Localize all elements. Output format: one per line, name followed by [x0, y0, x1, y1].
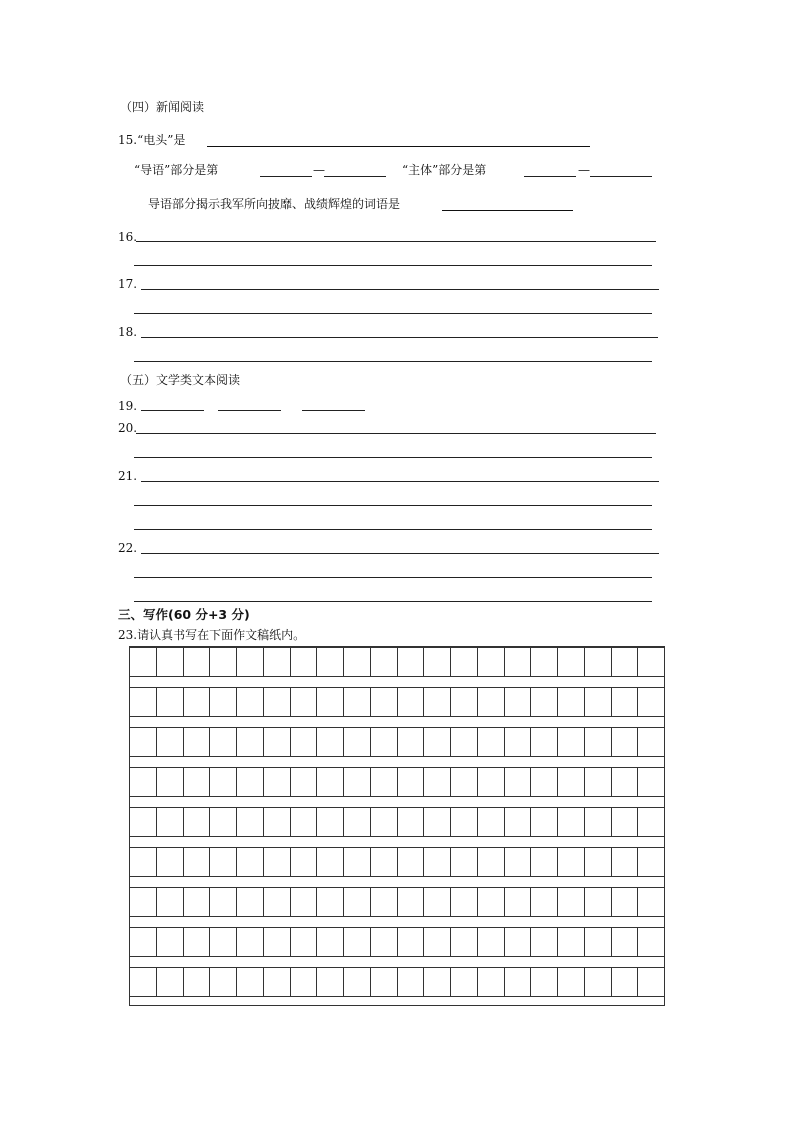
grid-cell[interactable] — [237, 848, 264, 876]
grid-cell[interactable] — [237, 648, 264, 676]
q22-answer-line-1[interactable] — [141, 553, 659, 554]
grid-cell[interactable] — [585, 648, 612, 676]
grid-cell[interactable] — [424, 888, 451, 916]
q22-answer-line-3[interactable] — [134, 601, 652, 602]
grid-cell[interactable] — [585, 688, 612, 716]
q16-answer-line-2[interactable] — [134, 265, 652, 266]
grid-cell[interactable] — [585, 768, 612, 796]
grid-cell[interactable] — [398, 648, 425, 676]
grid-cell[interactable] — [371, 928, 398, 956]
grid-cell[interactable] — [638, 968, 664, 996]
grid-cell[interactable] — [210, 848, 237, 876]
grid-cell[interactable] — [371, 968, 398, 996]
grid-cell[interactable] — [317, 648, 344, 676]
grid-cell[interactable] — [157, 728, 184, 756]
grid-cell[interactable] — [451, 808, 478, 836]
grid-cell[interactable] — [638, 728, 664, 756]
grid-cell[interactable] — [531, 928, 558, 956]
grid-cell[interactable] — [157, 648, 184, 676]
grid-row — [130, 687, 664, 717]
q15-number: 15. — [118, 133, 138, 147]
grid-cell[interactable] — [398, 888, 425, 916]
grid-cell[interactable] — [585, 888, 612, 916]
grid-cell[interactable] — [531, 768, 558, 796]
grid-cell[interactable] — [505, 728, 532, 756]
grid-cell[interactable] — [264, 968, 291, 996]
q18-answer-line-1[interactable] — [141, 337, 658, 338]
grid-cell[interactable] — [344, 968, 371, 996]
q15-dianjtou-label: “电头”是 — [137, 133, 186, 147]
q15-lead-dash: — — [313, 163, 325, 177]
grid-cell[interactable] — [157, 808, 184, 836]
grid-cell[interactable] — [317, 888, 344, 916]
grid-cell[interactable] — [184, 848, 211, 876]
grid-cell[interactable] — [451, 728, 478, 756]
grid-cell[interactable] — [424, 968, 451, 996]
grid-cell[interactable] — [585, 728, 612, 756]
grid-cell[interactable] — [210, 728, 237, 756]
grid-cell[interactable] — [451, 888, 478, 916]
grid-cell[interactable] — [612, 968, 639, 996]
grid-cell[interactable] — [505, 688, 532, 716]
grid-row — [130, 847, 664, 877]
grid-cell[interactable] — [505, 648, 532, 676]
grid-cell[interactable] — [264, 688, 291, 716]
grid-cell[interactable] — [210, 808, 237, 836]
grid-cell[interactable] — [344, 728, 371, 756]
grid-cell[interactable] — [638, 848, 664, 876]
grid-cell[interactable] — [612, 928, 639, 956]
q20-answer-line-2[interactable] — [134, 457, 652, 458]
q22-number: 22. — [118, 541, 138, 555]
grid-cell[interactable] — [264, 808, 291, 836]
grid-cell[interactable] — [291, 808, 318, 836]
grid-cell[interactable] — [531, 648, 558, 676]
section-news-heading: （四）新闻阅读 — [120, 100, 205, 114]
grid-cell[interactable] — [317, 968, 344, 996]
grid-cell[interactable] — [157, 968, 184, 996]
grid-cell[interactable] — [558, 808, 585, 836]
grid-cell[interactable] — [638, 768, 664, 796]
grid-cell[interactable] — [371, 768, 398, 796]
grid-cell[interactable] — [317, 768, 344, 796]
grid-cell[interactable] — [130, 888, 157, 916]
grid-cell[interactable] — [291, 928, 318, 956]
grid-cell[interactable] — [638, 928, 664, 956]
grid-cell[interactable] — [505, 968, 532, 996]
q21-answer-line-2[interactable] — [134, 505, 652, 506]
grid-cell[interactable] — [344, 888, 371, 916]
grid-cell[interactable] — [612, 648, 639, 676]
grid-cell[interactable] — [317, 728, 344, 756]
grid-cell[interactable] — [612, 848, 639, 876]
q16-number: 16. — [118, 230, 138, 244]
grid-cell[interactable] — [398, 928, 425, 956]
grid-cell[interactable] — [478, 968, 505, 996]
q15-dianjtou-blank[interactable] — [207, 146, 590, 147]
grid-cell[interactable] — [478, 808, 505, 836]
grid-cell[interactable] — [264, 888, 291, 916]
grid-cell[interactable] — [130, 968, 157, 996]
grid-row — [130, 967, 664, 997]
grid-cell[interactable] — [585, 808, 612, 836]
q21-answer-line-1[interactable] — [141, 481, 659, 482]
grid-cell[interactable] — [264, 768, 291, 796]
grid-cell[interactable] — [531, 968, 558, 996]
grid-cell[interactable] — [371, 688, 398, 716]
q15-line3-label: 导语部分揭示我军所向披靡、战绩辉煌的词语是 — [148, 197, 401, 211]
grid-cell[interactable] — [585, 848, 612, 876]
grid-row — [130, 807, 664, 837]
q19-blank-1[interactable] — [141, 410, 204, 411]
grid-cell[interactable] — [558, 728, 585, 756]
grid-cell[interactable] — [291, 648, 318, 676]
grid-cell[interactable] — [531, 808, 558, 836]
grid-cell[interactable] — [451, 648, 478, 676]
grid-cell[interactable] — [210, 888, 237, 916]
grid-cell[interactable] — [505, 928, 532, 956]
grid-cell[interactable] — [505, 848, 532, 876]
grid-cell[interactable] — [424, 648, 451, 676]
grid-cell[interactable] — [344, 648, 371, 676]
grid-cell[interactable] — [291, 688, 318, 716]
grid-cell[interactable] — [264, 728, 291, 756]
grid-cell[interactable] — [317, 808, 344, 836]
grid-cell[interactable] — [424, 808, 451, 836]
grid-cell[interactable] — [371, 848, 398, 876]
grid-cell[interactable] — [451, 928, 478, 956]
grid-cell[interactable] — [478, 648, 505, 676]
grid-cell[interactable] — [210, 688, 237, 716]
grid-cell[interactable] — [451, 768, 478, 796]
grid-cell[interactable] — [344, 768, 371, 796]
grid-cell[interactable] — [130, 808, 157, 836]
grid-cell[interactable] — [398, 808, 425, 836]
grid-cell[interactable] — [237, 888, 264, 916]
grid-cell[interactable] — [558, 888, 585, 916]
grid-cell[interactable] — [371, 888, 398, 916]
grid-cell[interactable] — [344, 808, 371, 836]
grid-cell[interactable] — [291, 768, 318, 796]
grid-cell[interactable] — [291, 968, 318, 996]
grid-cell[interactable] — [237, 768, 264, 796]
grid-cell[interactable] — [184, 888, 211, 916]
grid-cell[interactable] — [237, 728, 264, 756]
q15-body-dash: — — [578, 163, 590, 177]
grid-cell[interactable] — [531, 728, 558, 756]
grid-cell[interactable] — [157, 928, 184, 956]
q23-instruction: 23.请认真书写在下面作文稿纸内。 — [118, 628, 306, 642]
q20-answer-line-1[interactable] — [136, 433, 656, 434]
grid-cell[interactable] — [184, 688, 211, 716]
grid-cell[interactable] — [130, 848, 157, 876]
q15-lead-start-blank[interactable] — [260, 176, 312, 177]
grid-cell[interactable] — [398, 768, 425, 796]
grid-cell[interactable] — [237, 928, 264, 956]
grid-cell[interactable] — [638, 688, 664, 716]
grid-cell[interactable] — [612, 808, 639, 836]
q16-answer-line-1[interactable] — [136, 241, 656, 242]
grid-cell[interactable] — [210, 768, 237, 796]
grid-cell[interactable] — [478, 848, 505, 876]
grid-cell[interactable] — [210, 968, 237, 996]
grid-cell[interactable] — [264, 848, 291, 876]
q19-blank-2[interactable] — [218, 410, 281, 411]
grid-cell[interactable] — [558, 768, 585, 796]
grid-cell[interactable] — [371, 728, 398, 756]
grid-cell[interactable] — [612, 688, 639, 716]
grid-cell[interactable] — [424, 728, 451, 756]
q15-line1 — [118, 133, 185, 147]
grid-cell[interactable] — [505, 768, 532, 796]
grid-cell[interactable] — [531, 688, 558, 716]
grid-cell[interactable] — [157, 688, 184, 716]
q20-number: 20. — [118, 421, 138, 435]
q15-lead-end-blank[interactable] — [324, 176, 386, 177]
grid-cell[interactable] — [130, 768, 157, 796]
grid-cell[interactable] — [184, 928, 211, 956]
grid-cell[interactable] — [505, 808, 532, 836]
grid-row — [130, 727, 664, 757]
grid-cell[interactable] — [237, 808, 264, 836]
grid-cell[interactable] — [478, 688, 505, 716]
grid-cell[interactable] — [317, 688, 344, 716]
grid-cell[interactable] — [424, 848, 451, 876]
q15-body-start-blank[interactable] — [524, 176, 576, 177]
grid-cell[interactable] — [531, 888, 558, 916]
grid-cell[interactable] — [451, 688, 478, 716]
grid-row — [130, 647, 664, 677]
grid-cell[interactable] — [398, 968, 425, 996]
grid-cell[interactable] — [531, 848, 558, 876]
grid-cell[interactable] — [451, 848, 478, 876]
grid-cell[interactable] — [638, 888, 664, 916]
q15-body-end-blank[interactable] — [590, 176, 652, 177]
grid-cell[interactable] — [344, 928, 371, 956]
grid-cell[interactable] — [558, 648, 585, 676]
grid-cell[interactable] — [264, 648, 291, 676]
section-writing-heading: 三、写作(60 分+3 分) — [118, 607, 250, 622]
grid-cell[interactable] — [585, 968, 612, 996]
grid-cell[interactable] — [237, 968, 264, 996]
grid-cell[interactable] — [424, 928, 451, 956]
q22-answer-line-2[interactable] — [134, 577, 652, 578]
q18-answer-line-2[interactable] — [134, 361, 652, 362]
grid-cell[interactable] — [264, 928, 291, 956]
grid-cell[interactable] — [130, 928, 157, 956]
grid-cell[interactable] — [344, 848, 371, 876]
grid-cell[interactable] — [317, 848, 344, 876]
grid-cell[interactable] — [424, 768, 451, 796]
grid-cell[interactable] — [157, 768, 184, 796]
q18-number: 18. — [118, 325, 138, 339]
grid-cell[interactable] — [478, 928, 505, 956]
q15-lead-label: “导语”部分是第 — [134, 163, 219, 177]
grid-cell[interactable] — [638, 648, 664, 676]
grid-cell[interactable] — [344, 688, 371, 716]
grid-cell[interactable] — [424, 688, 451, 716]
q17-number: 17. — [118, 277, 138, 291]
grid-cell[interactable] — [157, 888, 184, 916]
grid-cell[interactable] — [585, 928, 612, 956]
grid-cell[interactable] — [291, 728, 318, 756]
grid-cell[interactable] — [184, 728, 211, 756]
grid-row — [130, 887, 664, 917]
grid-row — [130, 927, 664, 957]
grid-cell[interactable] — [558, 968, 585, 996]
grid-cell[interactable] — [371, 648, 398, 676]
grid-cell[interactable] — [398, 728, 425, 756]
q17-answer-line-1[interactable] — [141, 289, 659, 290]
q19-blank-3[interactable] — [302, 410, 365, 411]
grid-row — [130, 767, 664, 797]
q15-phrase-blank[interactable] — [442, 210, 573, 211]
grid-cell[interactable] — [505, 888, 532, 916]
grid-cell[interactable] — [210, 648, 237, 676]
grid-cell[interactable] — [478, 768, 505, 796]
q15-body-label: “主体”部分是第 — [402, 163, 487, 177]
grid-cell[interactable] — [638, 808, 664, 836]
grid-cell[interactable] — [478, 888, 505, 916]
grid-cell[interactable] — [184, 808, 211, 836]
grid-cell[interactable] — [184, 768, 211, 796]
grid-cell[interactable] — [451, 968, 478, 996]
grid-cell[interactable] — [558, 688, 585, 716]
grid-cell[interactable] — [371, 808, 398, 836]
grid-cell[interactable] — [398, 848, 425, 876]
q19-number: 19. — [118, 399, 138, 413]
grid-cell[interactable] — [210, 928, 237, 956]
grid-cell[interactable] — [130, 648, 157, 676]
grid-cell[interactable] — [398, 688, 425, 716]
grid-cell[interactable] — [291, 888, 318, 916]
grid-cell[interactable] — [612, 768, 639, 796]
grid-cell[interactable] — [558, 848, 585, 876]
q21-number: 21. — [118, 469, 138, 483]
grid-cell[interactable] — [558, 928, 585, 956]
composition-grid[interactable] — [129, 646, 665, 1006]
grid-cell[interactable] — [184, 648, 211, 676]
grid-cell[interactable] — [478, 728, 505, 756]
grid-cell[interactable] — [291, 848, 318, 876]
grid-cell[interactable] — [157, 848, 184, 876]
grid-cell[interactable] — [317, 928, 344, 956]
grid-cell[interactable] — [130, 688, 157, 716]
q21-answer-line-3[interactable] — [134, 529, 652, 530]
grid-cell[interactable] — [237, 688, 264, 716]
q17-answer-line-2[interactable] — [134, 313, 652, 314]
grid-cell[interactable] — [612, 728, 639, 756]
grid-cell[interactable] — [612, 888, 639, 916]
grid-cell[interactable] — [130, 728, 157, 756]
grid-cell[interactable] — [184, 968, 211, 996]
section-literary-heading: （五）文学类文本阅读 — [120, 373, 241, 387]
